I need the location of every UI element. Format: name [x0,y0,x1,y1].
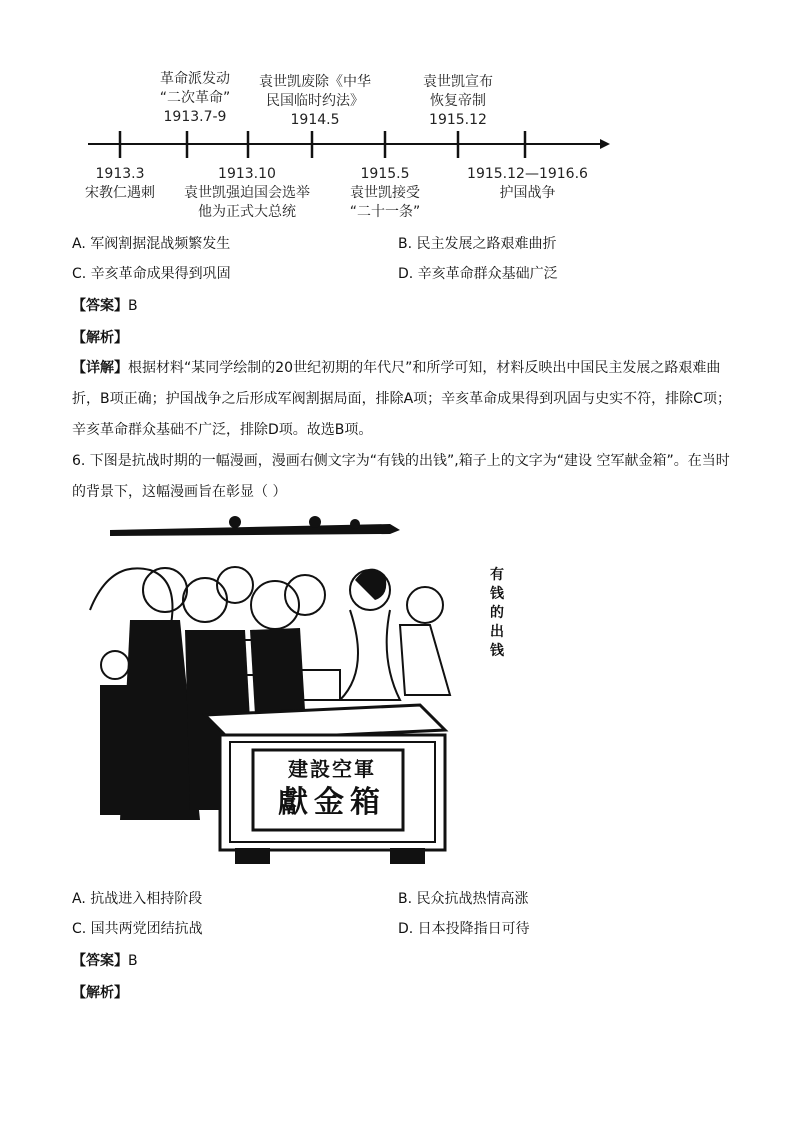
q6-option-c[interactable]: C. 国共两党团结抗战 [72,921,203,937]
q5-answer [72,296,138,316]
detail-text: 根据材料“某同学绘制的20世纪初期的年代尺”和所学可知，材料反映出中国民主发展之路艰难曲折，B项正确；护国战争之后形成军阀割据局面，排除A项；辛亥革命成果得到巩固与史实不符，排除C项；辛亥革命群众基础不广泛，排除D项。故选B项。 [72,360,731,438]
cartoon-child-body [100,685,130,815]
q6-stem: 6. 下图是抗战时期的一幅漫画，漫画右侧文字为“有钱的出钱”,箱子上的文字为“建设 空军献金箱”。在当时的背景下，这幅漫画旨在彰显（ ） [72,453,730,500]
timeline-event-song-assassination: 1913.3 宋教仁遇刺 [85,166,155,201]
q5-option-c[interactable]: C. 辛亥革命成果得到巩固 [72,266,231,282]
timeline-event-election: 1913.10 袁世凯强迫国会选举 他为正式大总统 [184,166,310,220]
timeline-event-abolish-constitution: 袁世凯废除《中华 民国临时约法》 1914.5 [259,74,371,128]
donation-box-label: 建設空軍 獻金箱 [278,757,386,820]
detail-tag: 【详解】 [72,360,128,376]
timeline-event-restore-monarchy: 袁世凯宣布 恢复帝制 1915.12 [423,74,493,128]
q6-analysis-heading: 【解析】 [72,985,128,1001]
timeline-arrow [600,139,610,149]
timeline-event-national-protection-war: 1915.12—1916.6 护国战争 [467,166,588,201]
timeline-event-second-revolution: 革命派发动 “二次革命” 1913.7-9 [159,71,231,125]
timeline-event-twenty-one-demands: 1915.5 袁世凯接受 “二十一条” [349,166,421,220]
answer-tag: 【答案】 [72,953,128,969]
cartoon-side-caption: 有 钱 的 出 钱 [490,567,504,659]
cartoon-woman-dress [340,610,400,700]
q5-detail-paragraph [72,353,732,446]
q6-option-a[interactable]: A. 抗战进入相持阶段 [72,891,203,907]
q6-option-d[interactable]: D. 日本投降指日可待 [398,921,530,937]
answer-value: B [128,298,138,314]
q5-option-d[interactable]: D. 辛亥革命群众基础广泛 [398,266,558,282]
answer-value: B [128,953,138,969]
q6-option-b[interactable]: B. 民众抗战热情高涨 [398,891,529,907]
q5-analysis-heading: 【解析】 [72,330,128,346]
answer-tag: 【答案】 [72,298,128,314]
q5-option-b[interactable]: B. 民主发展之路艰难曲折 [398,236,557,252]
cartoon-figure-body [250,628,305,715]
q6-answer [72,951,138,971]
q5-option-a[interactable]: A. 军阀割据混战频繁发生 [72,236,231,252]
